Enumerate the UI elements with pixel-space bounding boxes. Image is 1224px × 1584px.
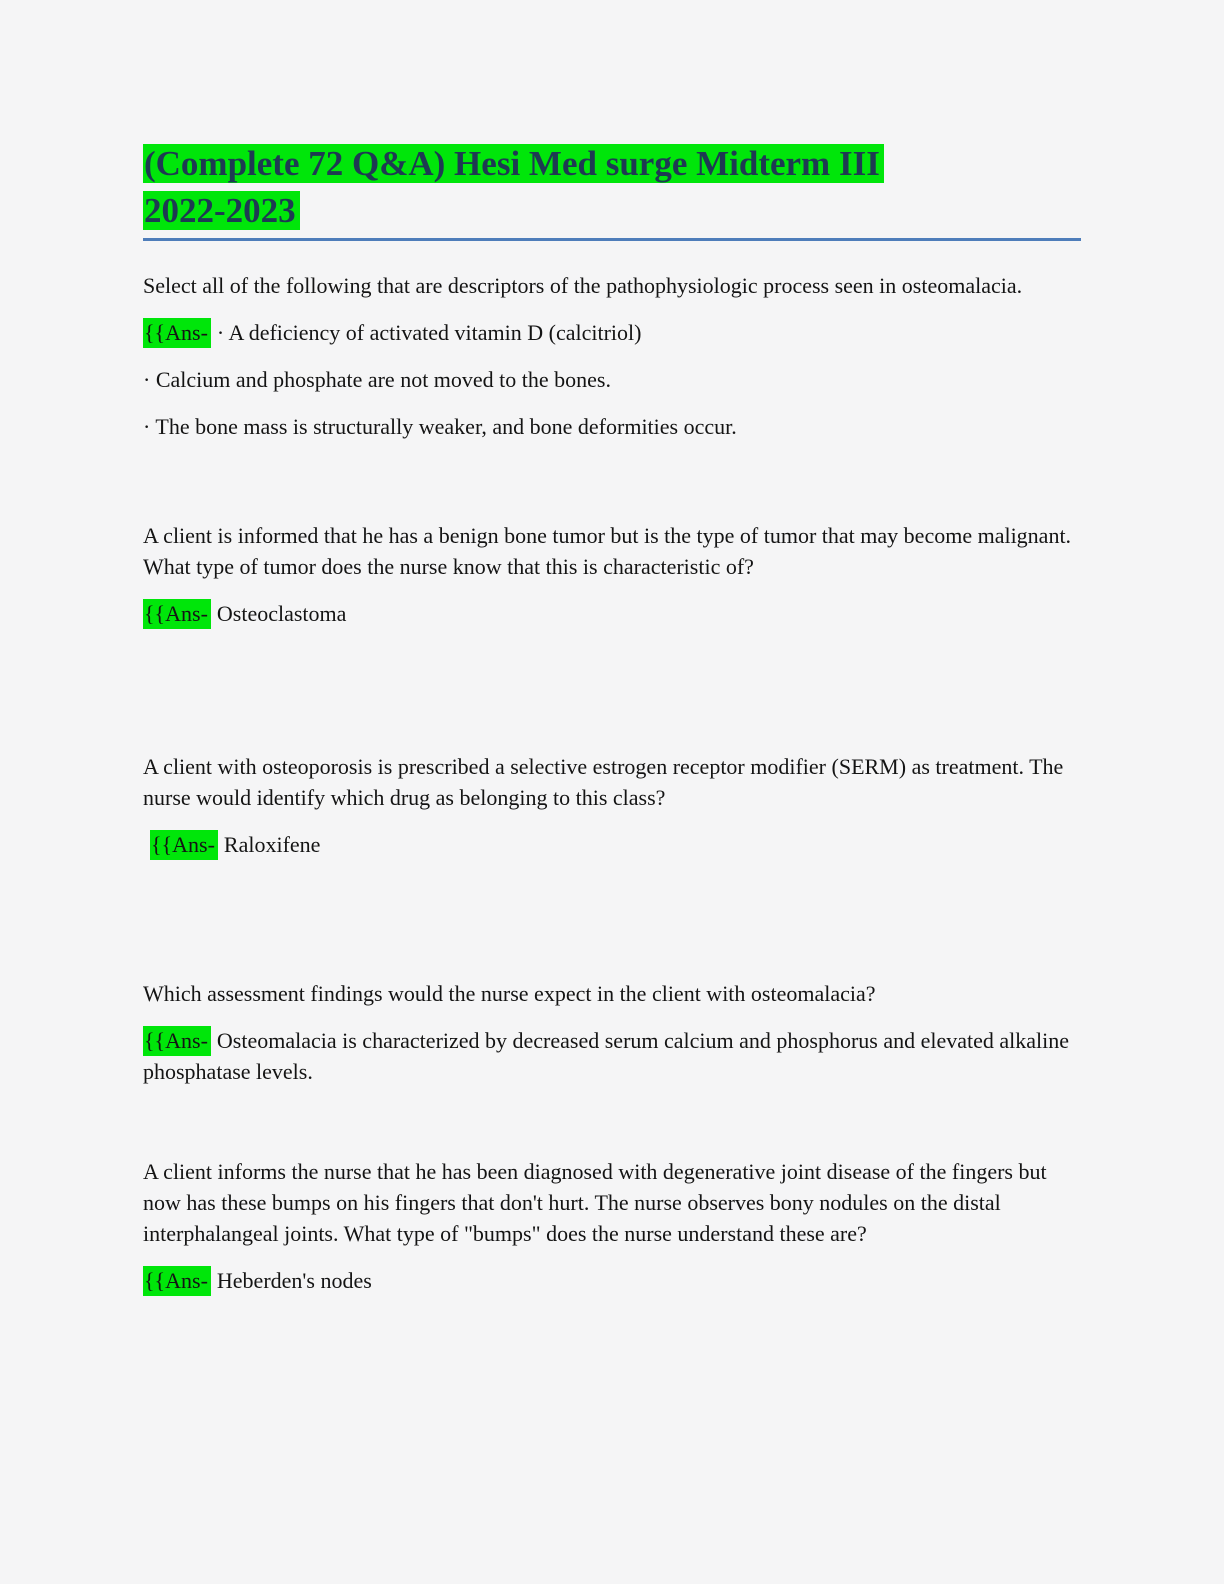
answer-line-1 — [143, 317, 1081, 348]
document-title — [143, 140, 1081, 241]
title-line-1: (Complete 72 Q&A) Hesi Med surge Midterm III — [143, 144, 884, 183]
answer-tag-2: {{Ans- — [143, 599, 211, 629]
question-text-3: A client with osteoporosis is prescribed a selective estrogen receptor modifier (SERM) as treatment. The nurse would identify which drug as belonging to this class? — [143, 754, 1064, 810]
answer-tag-5: {{Ans- — [143, 1266, 211, 1296]
answer-bullet-1b: · The bone mass is structurally weaker, and bone deformities occur. — [143, 414, 737, 439]
answer-text-3: Raloxifene — [223, 832, 321, 857]
answer-line-4 — [143, 1025, 1081, 1087]
vertical-gap — [143, 876, 1081, 978]
vertical-gap — [143, 645, 1081, 751]
question-text-2: A client is informed that he has a benign bone tumor but is the type of tumor that may become malignant. What type of tumor does the nurse know that this is characteristic of? — [143, 523, 1072, 579]
answer-text-1: · A deficiency of activated vitamin D (calcitriol) — [216, 320, 642, 345]
vertical-gap — [143, 458, 1081, 520]
vertical-gap — [143, 1103, 1081, 1156]
answer-tag-1: {{Ans- — [143, 318, 211, 348]
answer-line-3 — [143, 829, 1081, 860]
answer-line-5 — [143, 1265, 1081, 1296]
answer-tag-3: {{Ans- — [150, 830, 218, 860]
answer-tag-4: {{Ans- — [143, 1026, 211, 1056]
title-line-2: 2022-2023 — [143, 191, 300, 230]
answer-text-5: Heberden's nodes — [216, 1268, 372, 1293]
answer-line-2 — [143, 598, 1081, 629]
answer-text-4: Osteomalacia is characterized by decreased serum calcium and phosphorus and elevated alkaline phosphatase levels. — [143, 1028, 1070, 1084]
question-text-4: Which assessment findings would the nurse expect in the client with osteomalacia? — [143, 981, 876, 1006]
question-text-1: Select all of the following that are descriptors of the pathophysiologic process seen in osteomalacia. — [143, 273, 1023, 298]
answer-bullet-1a: · Calcium and phosphate are not moved to the bones. — [143, 367, 611, 392]
question-text-5: A client informs the nurse that he has been diagnosed with degenerative joint disease of the fingers but now has these bumps on his fingers that don't hurt. The nurse observes bony nodules on the distal interphalangeal joints. What type of "bumps" does the nurse understand these are? — [143, 1159, 1047, 1246]
answer-text-2: Osteoclastoma — [216, 601, 347, 626]
